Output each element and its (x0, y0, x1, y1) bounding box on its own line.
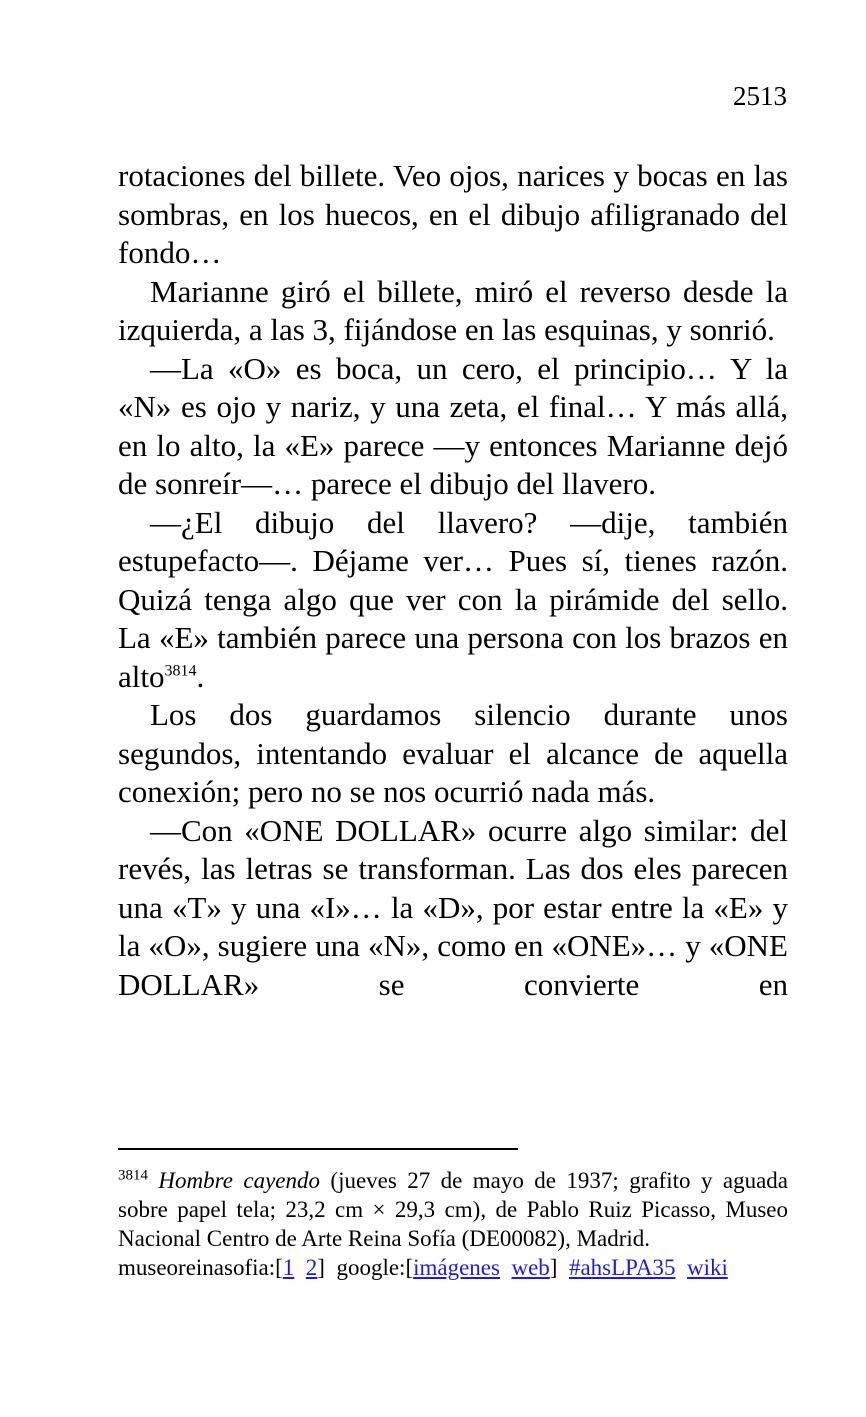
museo-link-1[interactable]: 1 (282, 1255, 295, 1280)
footnote (118, 1166, 788, 1282)
page-number: 2513 (733, 81, 787, 111)
museo-prefix: museoreinasofia:[ (118, 1255, 283, 1280)
footnote-number: 3814 (118, 1167, 148, 1184)
google-images-link[interactable]: imágenes (413, 1255, 500, 1280)
paragraph (118, 504, 788, 697)
museo-suffix: ] (317, 1255, 325, 1280)
paragraph: rotaciones del billete. Veo ojos, narices y bocas en las sombras, en los huecos, en el dibujo afiligranado del fondo… (118, 158, 788, 270)
wiki-link[interactable]: wiki (686, 1255, 728, 1280)
google-prefix: google:[ (336, 1255, 414, 1280)
body-text (118, 157, 788, 1004)
paragraph: —La «O» es boca, un cero, el principio… Y la «N» es ojo y nariz, y una zeta, el final… Y más allá, en lo alto, la «E» parece —y entonces Marianne dejó de sonreír—… parece el dibujo del llavero. (118, 350, 788, 501)
hashtag-link[interactable]: #ahsLPA35 (568, 1255, 676, 1280)
paragraph: —Con «ONE DOLLAR» ocurre algo similar: del revés, las letras se transforman. Las dos eles parecen una «T» y una «I»… la «D», por estar entre la «E» y la «O», sugiere una «N», como en «ONE»… y «ONE DOLLAR» se convierte en (118, 812, 788, 1002)
museo-link-2[interactable]: 2 (305, 1255, 318, 1280)
paragraph-text: —¿El dibujo del llavero? —dije, también estupefacto—. Déjame ver… Pues sí, tienes razón. Quizá tenga algo que ver con la pirámide del sello. La «E» también parece una persona con los brazos en alto (118, 504, 788, 694)
footnote-title: Hombre cayendo (158, 1168, 320, 1193)
google-suffix: ] (549, 1255, 558, 1280)
paragraph-end: . (196, 658, 205, 694)
google-web-link[interactable]: web (511, 1255, 550, 1280)
footnote-reference[interactable]: 3814 (164, 662, 197, 680)
paragraph: Marianne giró el billete, miró el reverso desde la izquierda, a las 3, fijándose en las esquinas, y sonrió. (118, 273, 788, 347)
paragraph: Los dos guardamos silencio durante unos segundos, intentando evaluar el alcance de aquella conexión; pero no se nos ocurrió nada más. (118, 697, 788, 809)
footnote-divider (118, 1148, 518, 1150)
footnote-body: (jueves 27 de mayo de 1937; grafito y aguada sobre papel tela; 23,2 cm × 29,3 cm), de Pablo Ruiz Picasso, Museo Nacional Centro de Arte Reina Sofía (DE00082), Madrid. (118, 1168, 789, 1251)
footnote-text (118, 1166, 788, 1253)
footnote-links (118, 1253, 788, 1282)
